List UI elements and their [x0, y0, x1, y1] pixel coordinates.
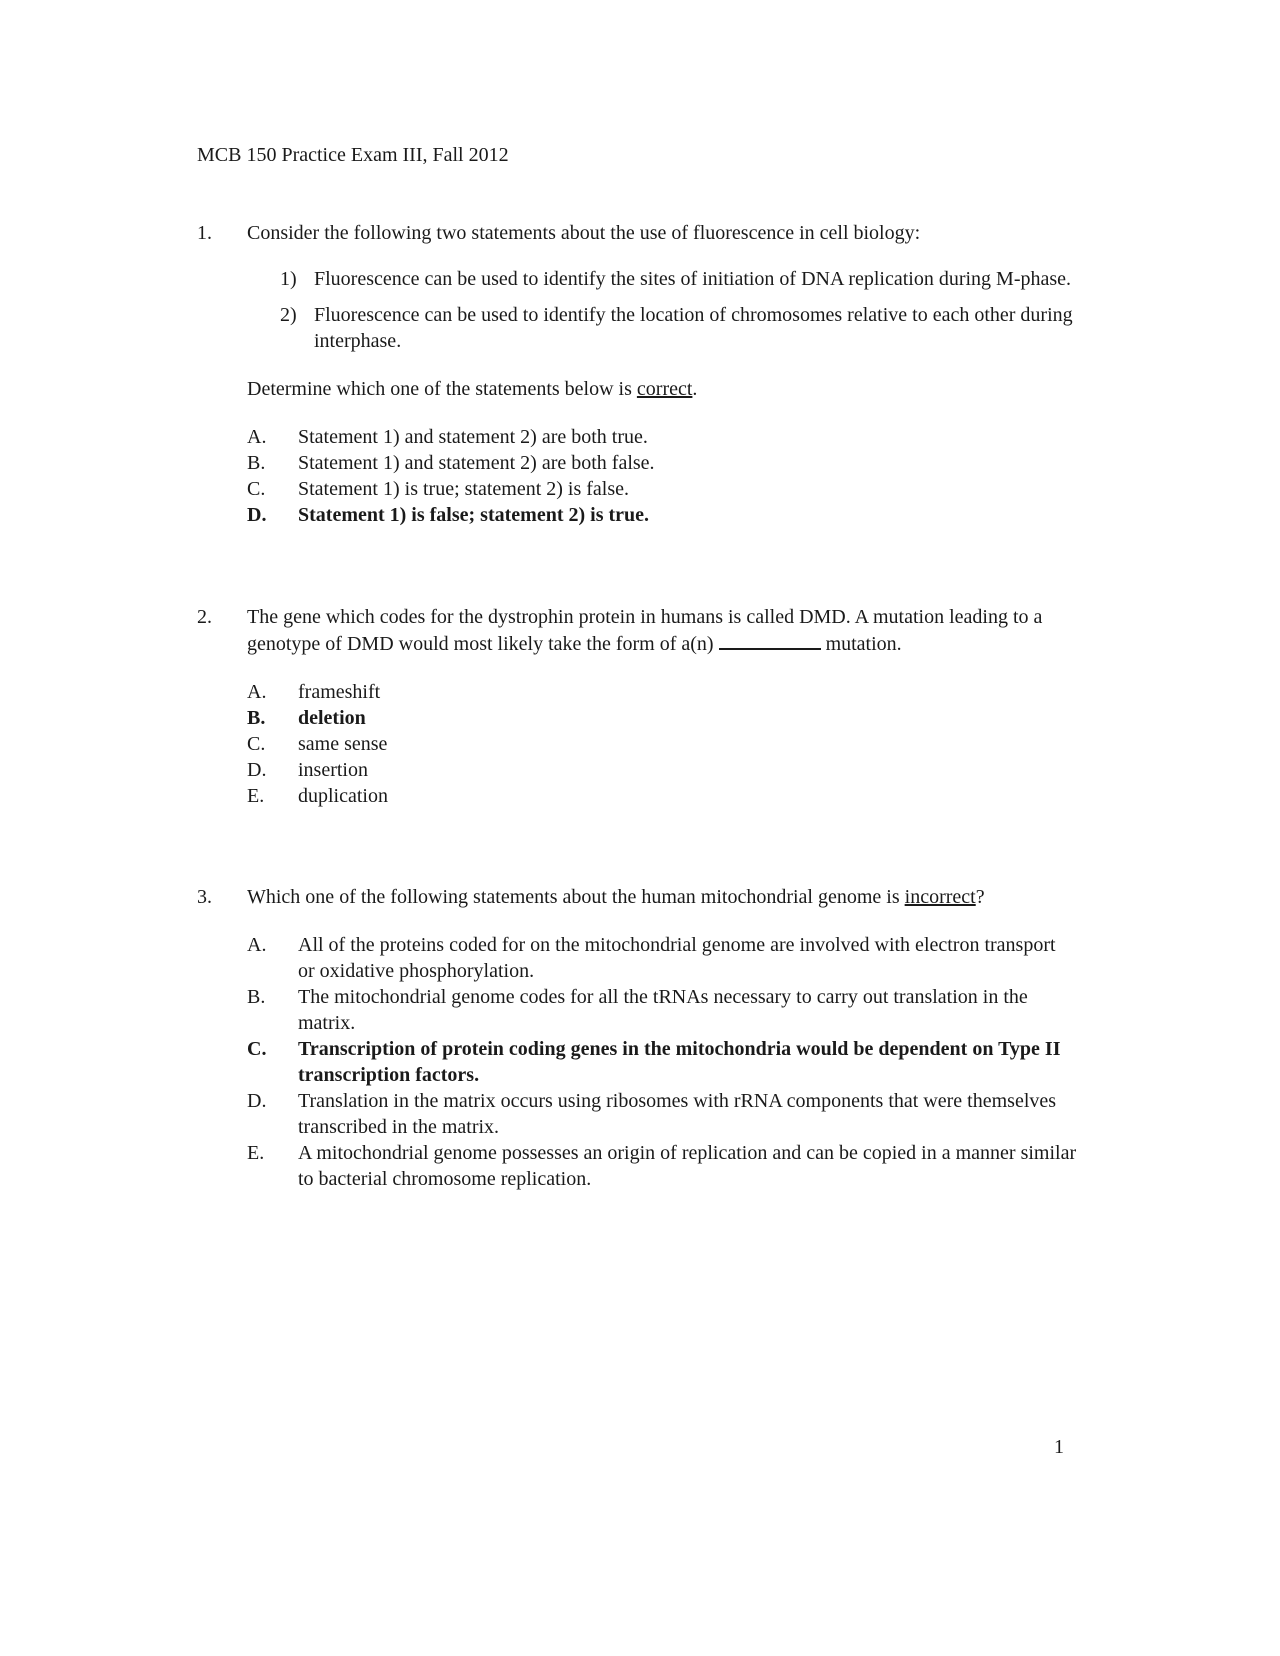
option-letter: A. — [247, 426, 267, 448]
option-a — [247, 424, 1077, 450]
answer-blank — [719, 630, 821, 650]
option-a — [247, 679, 1077, 705]
option-text: Transcription of protein coding genes in the mitochondria would be dependent on Type II transcription factors. — [298, 1038, 1061, 1086]
answer-options — [247, 932, 1077, 1192]
statement-number: 1) — [280, 268, 297, 290]
option-letter: E. — [247, 1142, 265, 1164]
instruction-emphasis: correct — [636, 378, 693, 400]
option-text: insertion — [298, 759, 368, 781]
answer-options — [247, 424, 1077, 528]
question-text — [247, 604, 1077, 657]
option-text: The mitochondrial genome codes for all the tRNAs necessary to carry out translation in the matrix. — [298, 986, 1028, 1034]
question-2-stem — [197, 604, 1077, 657]
question-instruction — [247, 376, 1077, 402]
page-number: 1 — [1054, 1436, 1064, 1458]
option-e — [247, 1140, 1077, 1192]
question-number: 1. — [197, 222, 212, 244]
statement-text: Fluorescence can be used to identify the sites of initiation of DNA replication during M-phase. — [314, 268, 1072, 290]
question-text-prefix: Which one of the following statements about the human mitochondrial genome is — [247, 886, 905, 908]
option-letter: B. — [247, 707, 266, 729]
option-text: Statement 1) is false; statement 2) is true. — [298, 504, 650, 526]
option-text: A mitochondrial genome possesses an origin of replication and can be copied in a manner similar to bacterial chromosome replication. — [298, 1142, 1077, 1190]
option-text: duplication — [298, 785, 388, 807]
option-d — [247, 1088, 1077, 1140]
option-text: same sense — [298, 733, 388, 755]
statement-2 — [280, 302, 1077, 354]
option-letter: C. — [247, 1038, 267, 1060]
question-1 — [197, 220, 1077, 528]
option-d — [247, 757, 1077, 783]
question-text-emphasis: incorrect — [904, 886, 976, 908]
option-letter: D. — [247, 504, 267, 526]
question-number: 2. — [197, 606, 212, 628]
option-c — [247, 731, 1077, 757]
question-text — [247, 884, 1077, 910]
option-letter: B. — [247, 986, 266, 1008]
option-letter: D. — [247, 1090, 267, 1112]
option-text: All of the proteins coded for on the mitochondrial genome are involved with electron transport or oxidative phosphorylation. — [298, 934, 1056, 982]
option-b — [247, 450, 1077, 476]
statement-number: 2) — [280, 304, 297, 326]
question-text: Consider the following two statements about the use of fluorescence in cell biology: — [247, 222, 921, 244]
option-a — [247, 932, 1077, 984]
option-letter: B. — [247, 452, 266, 474]
question-text-suffix: ? — [975, 886, 985, 908]
question-2 — [197, 604, 1077, 809]
exam-header: MCB 150 Practice Exam III, Fall 2012 — [197, 144, 509, 166]
option-text: Statement 1) and statement 2) are both true. — [298, 426, 648, 448]
option-letter: E. — [247, 785, 265, 807]
option-c — [247, 476, 1077, 502]
option-letter: D. — [247, 759, 267, 781]
option-letter: A. — [247, 934, 267, 956]
option-letter: C. — [247, 478, 266, 500]
question-text-before-blank: The gene which codes for the dystrophin protein in humans is called DMD. A mutation leading to a genotype of DMD would most likely take the form of a(n) — [247, 606, 1043, 655]
option-text: Translation in the matrix occurs using ribosomes with rRNA components that were themselves transcribed in the matrix. — [298, 1090, 1057, 1138]
question-number: 3. — [197, 886, 212, 908]
option-e — [247, 783, 1077, 809]
statement-list — [280, 266, 1077, 354]
question-3-stem — [197, 884, 1077, 910]
option-text: deletion — [298, 707, 366, 729]
question-text-after-blank: mutation. — [820, 633, 902, 655]
question-1-stem — [197, 220, 1077, 246]
instruction-suffix: . — [692, 378, 698, 400]
option-b — [247, 984, 1077, 1036]
option-text: frameshift — [298, 681, 381, 703]
option-letter: C. — [247, 733, 266, 755]
question-3 — [197, 884, 1077, 1192]
option-text: Statement 1) is true; statement 2) is false. — [298, 478, 630, 500]
option-letter: A. — [247, 681, 267, 703]
answer-options — [247, 679, 1077, 809]
instruction-prefix: Determine which one of the statements below is — [247, 378, 637, 400]
option-d-answer — [247, 502, 1077, 528]
option-text: Statement 1) and statement 2) are both false. — [298, 452, 655, 474]
option-b-answer — [247, 705, 1077, 731]
option-c-answer — [247, 1036, 1077, 1088]
statement-1 — [280, 266, 1077, 292]
statement-text: Fluorescence can be used to identify the location of chromosomes relative to each other during interphase. — [314, 304, 1073, 352]
